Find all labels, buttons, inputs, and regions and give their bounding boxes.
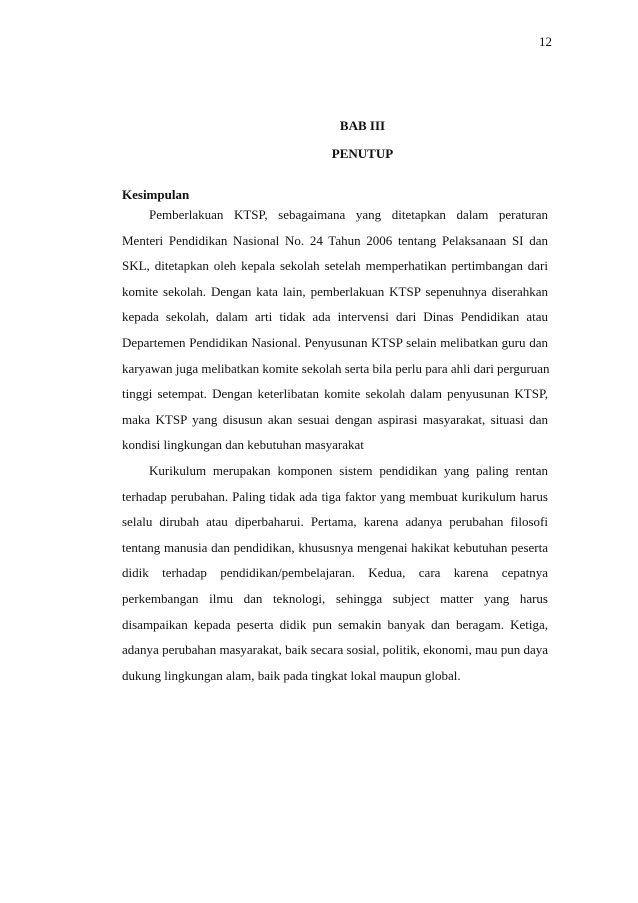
chapter-title: PENUTUP <box>331 146 394 161</box>
text-line: terhadap perubahan. Paling tidak ada tiga faktor yang membuat kurikulum harus <box>122 488 548 504</box>
text-line: perkembangan ilmu dan teknologi, sehingga subject matter yang harus <box>122 590 548 606</box>
text-line: karyawan juga melibatkan komite sekolah serta bila perlu para ahli dari perguruan <box>122 360 550 376</box>
text-line: dukung lingkungan alam, baik pada tingkat lokal maupun global. <box>122 667 461 683</box>
text-line: maka KTSP yang disusun akan sesuai dengan aspirasi masyarakat, situasi dan <box>122 411 548 427</box>
text-line: komite sekolah. Dengan kata lain, pemberlakuan KTSP sepenuhnya diserahkan <box>122 283 548 299</box>
text-line: selalu dirubah atau diperbaharui. Pertama, karena adanya perubahan filosofi <box>122 514 548 530</box>
paragraph-2 <box>122 458 548 688</box>
paragraph-1 <box>122 202 548 458</box>
text-line: disampaikan kepada peserta didik pun semakin banyak dan beragam. Ketiga, <box>122 616 548 632</box>
text-line: Menteri Pendidikan Nasional No. 24 Tahun 2006 tentang Pelaksanaan SI dan <box>122 232 548 248</box>
text-line: adanya perubahan masyarakat, baik secara sosial, politik, ekonomi, mau pun daya <box>122 642 548 658</box>
body-text <box>122 202 548 688</box>
section-title: Kesimpulan <box>122 187 190 202</box>
chapter-heading: BAB III <box>339 118 386 133</box>
text-line: tentang manusia dan pendidikan, khususnya mengenai hakikat kebutuhan peserta <box>122 539 548 555</box>
page-number: 12 <box>539 34 552 49</box>
text-line: kondisi lingkungan dan kebutuhan masyarakat <box>122 437 364 453</box>
text-line: didik terhadap pendidikan/pembelajaran. Kedua, cara karena cepatnya <box>122 565 548 581</box>
text-line: kepada sekolah, dalam arti tidak ada intervensi dari Dinas Pendidikan atau <box>122 309 548 325</box>
text-line: tinggi setempat. Dengan keterlibatan komite sekolah dalam penyusunan KTSP, <box>122 386 548 402</box>
text-line: Departemen Pendidikan Nasional. Penyusunan KTSP selain melibatkan guru dan <box>122 334 548 350</box>
text-line: Kurikulum merupakan komponen sistem pendidikan yang paling rentan <box>149 462 548 478</box>
text-line: Pemberlakuan KTSP, sebagaimana yang ditetapkan dalam peraturan <box>149 207 548 222</box>
text-line: SKL, ditetapkan oleh kepala sekolah setelah memperhatikan pertimbangan dari <box>122 258 548 274</box>
